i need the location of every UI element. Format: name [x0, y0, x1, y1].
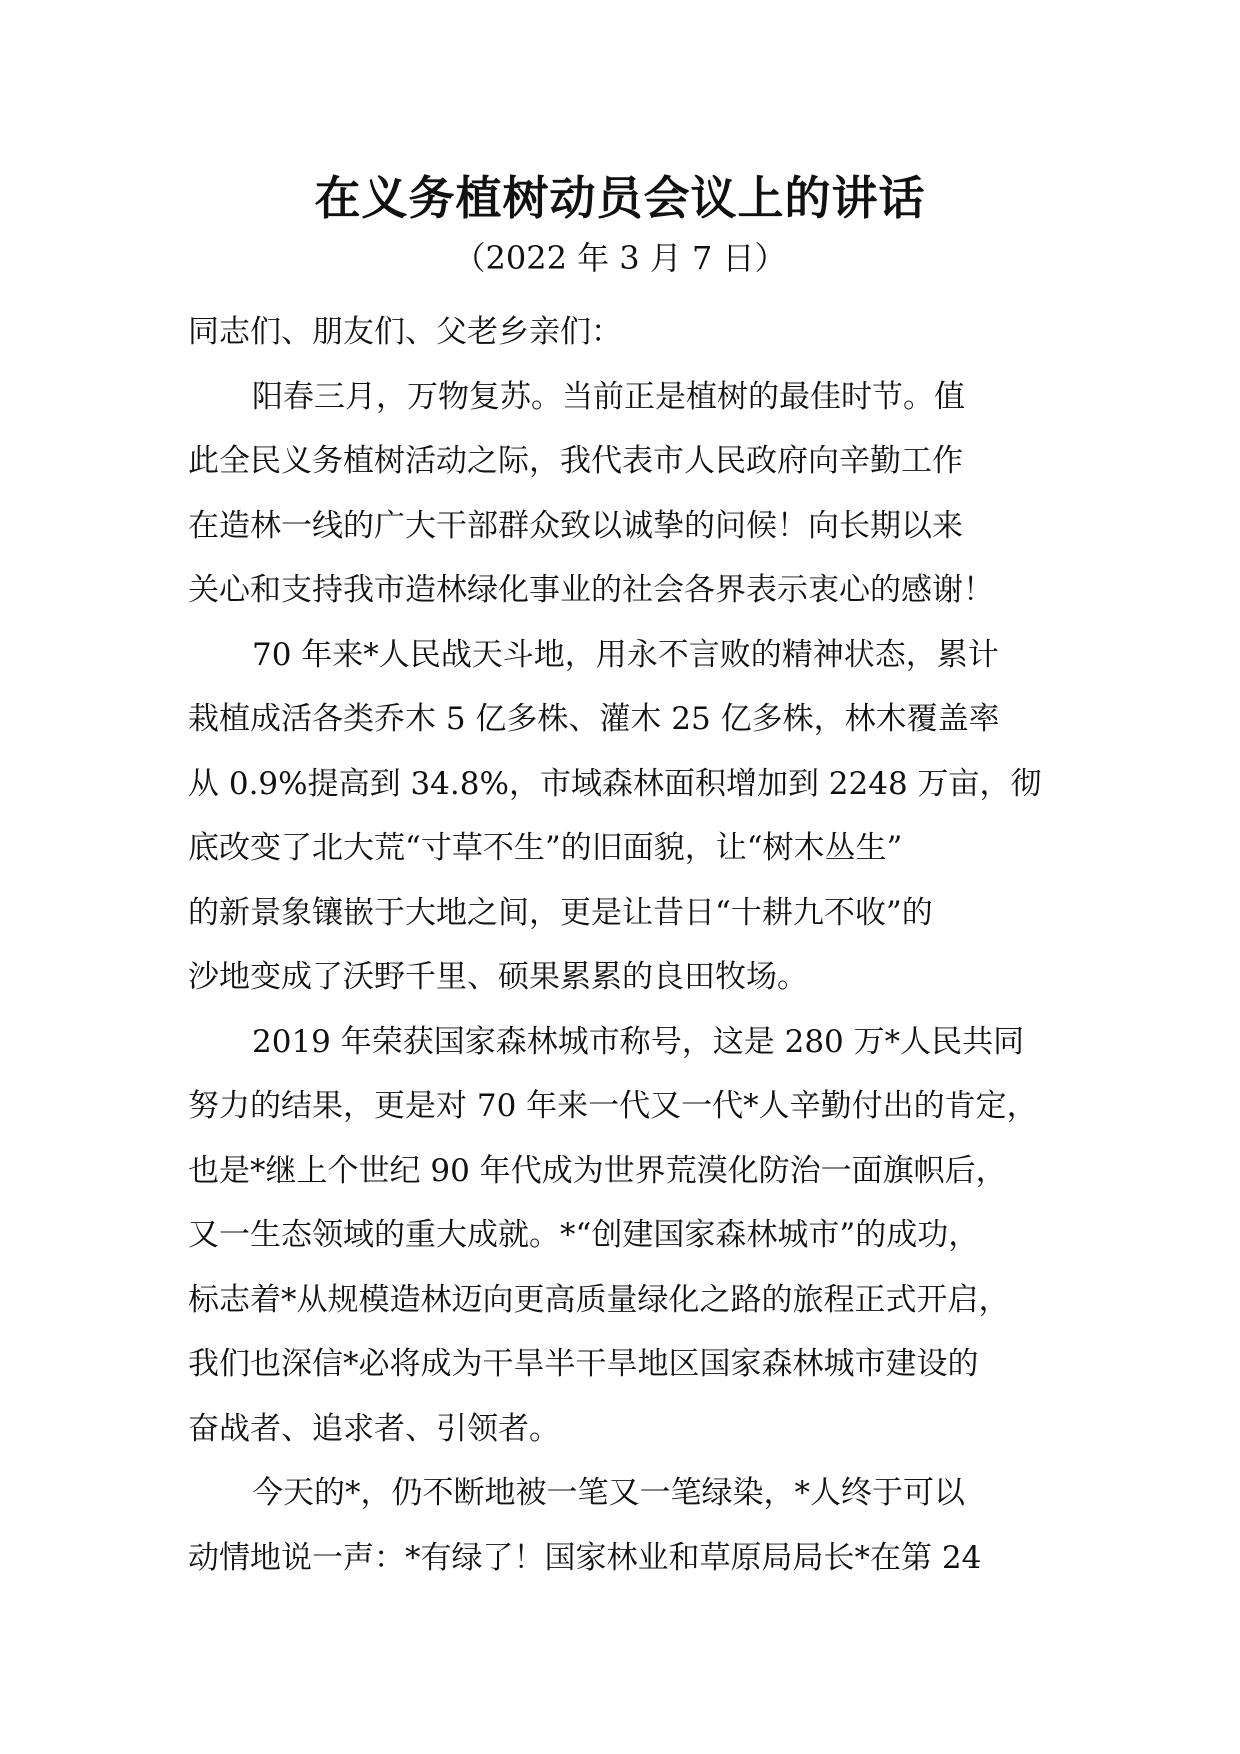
- paragraph-line: 今天的*，仍不断地被一笔又一笔绿染，*人终于可以: [252, 1475, 965, 1511]
- paragraph-line: 从 0.9%提高到 34.8%，市域森林面积增加到 2248 万亩，彻: [188, 765, 1042, 802]
- paragraph-line: 阳春三月，万物复苏。当前正是植树的最佳时节。值: [252, 378, 965, 415]
- document-title: 在义务植树动员会议上的讲话: [314, 171, 926, 225]
- document-body: [188, 300, 1088, 1590]
- paragraph-line: 标志着*从规模造林迈向更高质量绿化之路的旅程正式开启，: [188, 1281, 1010, 1318]
- paragraph-line: 努力的结果，更是对 70 年来一代又一代*人辛勤付出的肯定，: [188, 1088, 1038, 1124]
- document-date: （2022 年 3 月 7 日）: [453, 239, 787, 277]
- paragraph-line: 沙地变成了沃野千里、硕果累累的良田牧场。: [188, 959, 808, 995]
- paragraph-line: 奋战者、追求者、引领者。: [188, 1410, 560, 1447]
- paragraph-line: 此全民义务植树活动之际，我代表市人民政府向辛勤工作: [188, 443, 963, 479]
- paragraph-line: 70 年来*人民战天斗地，用永不言败的精神状态，累计: [252, 636, 999, 673]
- paragraph-line: 2019 年荣获国家森林城市称号，这是 280 万*人民共同: [252, 1023, 1025, 1060]
- paragraph-line: 也是*继上个世纪 90 年代成为世界荒漠化防治一面旗帜后，: [188, 1152, 1007, 1189]
- paragraph-line: 又一生态领域的重大成就。*“创建国家森林城市”的成功，: [188, 1217, 980, 1253]
- paragraph-line: 底改变了北大荒“寸草不生”的旧面貌，让“树木丛生”: [188, 830, 903, 866]
- paragraph-line: 的新景象镶嵌于大地之间，更是让昔日“十耕九不收”的: [188, 894, 933, 931]
- salutation-line: 同志们、朋友们、父老乡亲们：: [188, 314, 622, 350]
- paragraph-line: 栽植成活各类乔木 5 亿多株、灌木 25 亿多株，林木覆盖率: [188, 701, 1000, 737]
- paragraph-line: 我们也深信*必将成为干旱半干旱地区国家森林城市建设的: [188, 1346, 979, 1382]
- paragraph-line: 关心和支持我市造林绿化事业的社会各界表示衷心的感谢！: [188, 572, 994, 608]
- paragraph-line: 在造林一线的广大干部群众致以诚挚的问候！向长期以来: [188, 507, 963, 544]
- paragraph-line: 动情地说一声：*有绿了！国家林业和草原局局长*在第 24: [188, 1539, 982, 1576]
